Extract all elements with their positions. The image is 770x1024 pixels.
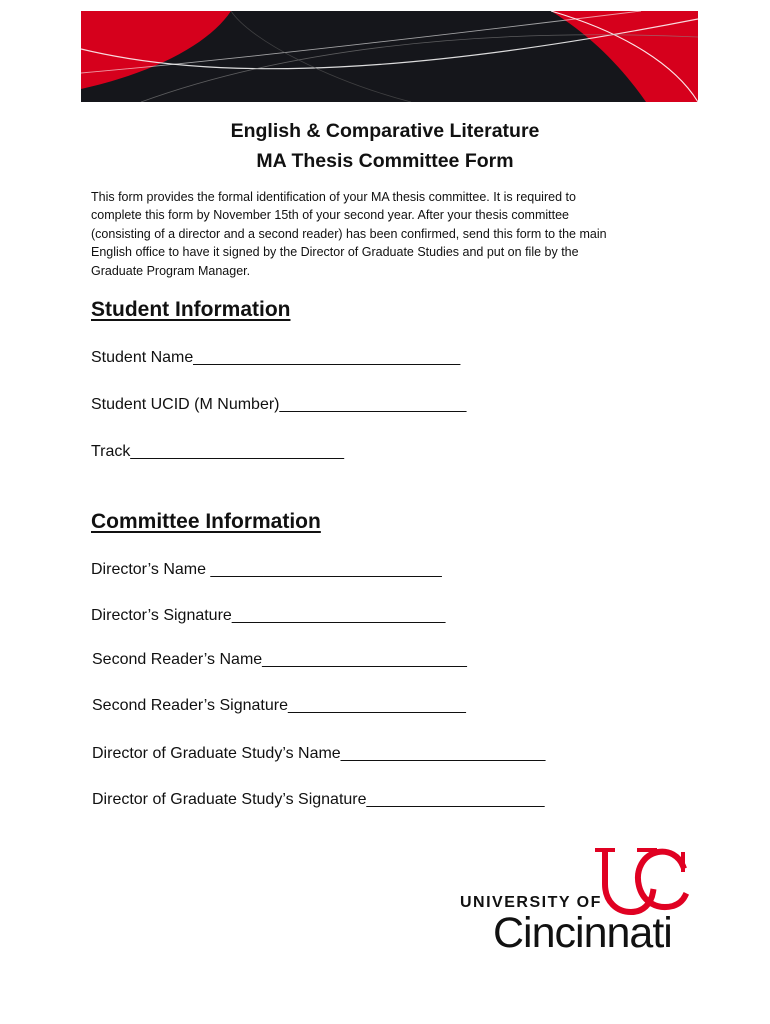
logo-university-of: UNIVERSITY OF bbox=[460, 894, 602, 911]
student-information-heading: Student Information bbox=[91, 298, 291, 321]
second-readers-signature-field[interactable] bbox=[92, 696, 466, 716]
field-label: Director’s Name bbox=[91, 561, 211, 578]
student-name-field[interactable] bbox=[91, 348, 460, 368]
fill-line[interactable]: _______________________ bbox=[340, 745, 546, 762]
form-subtitle: MA Thesis Committee Form bbox=[256, 150, 514, 172]
dgs-name-field[interactable] bbox=[92, 744, 545, 764]
header-banner bbox=[81, 11, 698, 102]
university-logo bbox=[455, 840, 700, 955]
dgs-signature-field[interactable] bbox=[92, 790, 544, 810]
committee-information-heading: Committee Information bbox=[91, 510, 321, 533]
banner-graphic bbox=[81, 11, 698, 102]
second-readers-name-field[interactable] bbox=[92, 650, 467, 670]
field-label: Director of Graduate Study’s Name bbox=[92, 745, 341, 762]
intro-line: This form provides the formal identification of your MA thesis committee. It is required to bbox=[91, 190, 576, 204]
track-field[interactable] bbox=[91, 442, 344, 462]
logo-cincinnati: Cincinnati bbox=[493, 909, 672, 957]
intro-line: (consisting of a director and a second reader) has been confirmed, send this form to the main bbox=[91, 226, 607, 241]
directors-name-field[interactable] bbox=[91, 560, 442, 580]
field-label: Track bbox=[91, 443, 131, 460]
intro-line: English office to have it signed by the Director of Graduate Studies and put on file by the bbox=[91, 245, 579, 260]
intro-line: complete this form by November 15th of your second year. After your thesis committee bbox=[91, 208, 569, 223]
fill-line[interactable]: ____________________ bbox=[366, 791, 545, 808]
field-label: Second Reader’s Name bbox=[92, 651, 263, 668]
fill-line[interactable]: ______________________________ bbox=[193, 349, 461, 366]
field-label: Director’s Signature bbox=[91, 607, 232, 624]
field-label: Second Reader’s Signature bbox=[92, 697, 288, 714]
form-title: English & Comparative Literature bbox=[230, 120, 540, 142]
fill-line[interactable]: __________________________ bbox=[210, 561, 442, 578]
fill-line[interactable]: _____________________ bbox=[279, 396, 467, 413]
intro-line: Graduate Program Manager. bbox=[91, 263, 251, 278]
fill-line[interactable]: ____________________ bbox=[287, 697, 466, 714]
fill-line[interactable]: _______________________ bbox=[262, 651, 467, 668]
field-label: Student Name bbox=[91, 349, 194, 366]
intro-paragraph bbox=[91, 188, 681, 280]
field-label: Director of Graduate Study’s Signature bbox=[92, 791, 367, 808]
student-ucid-field[interactable] bbox=[91, 395, 466, 415]
fill-line[interactable]: ________________________ bbox=[130, 443, 344, 460]
field-label: Student UCID (M Number) bbox=[91, 396, 280, 413]
directors-signature-field[interactable] bbox=[91, 606, 445, 626]
fill-line[interactable]: ________________________ bbox=[231, 607, 446, 624]
